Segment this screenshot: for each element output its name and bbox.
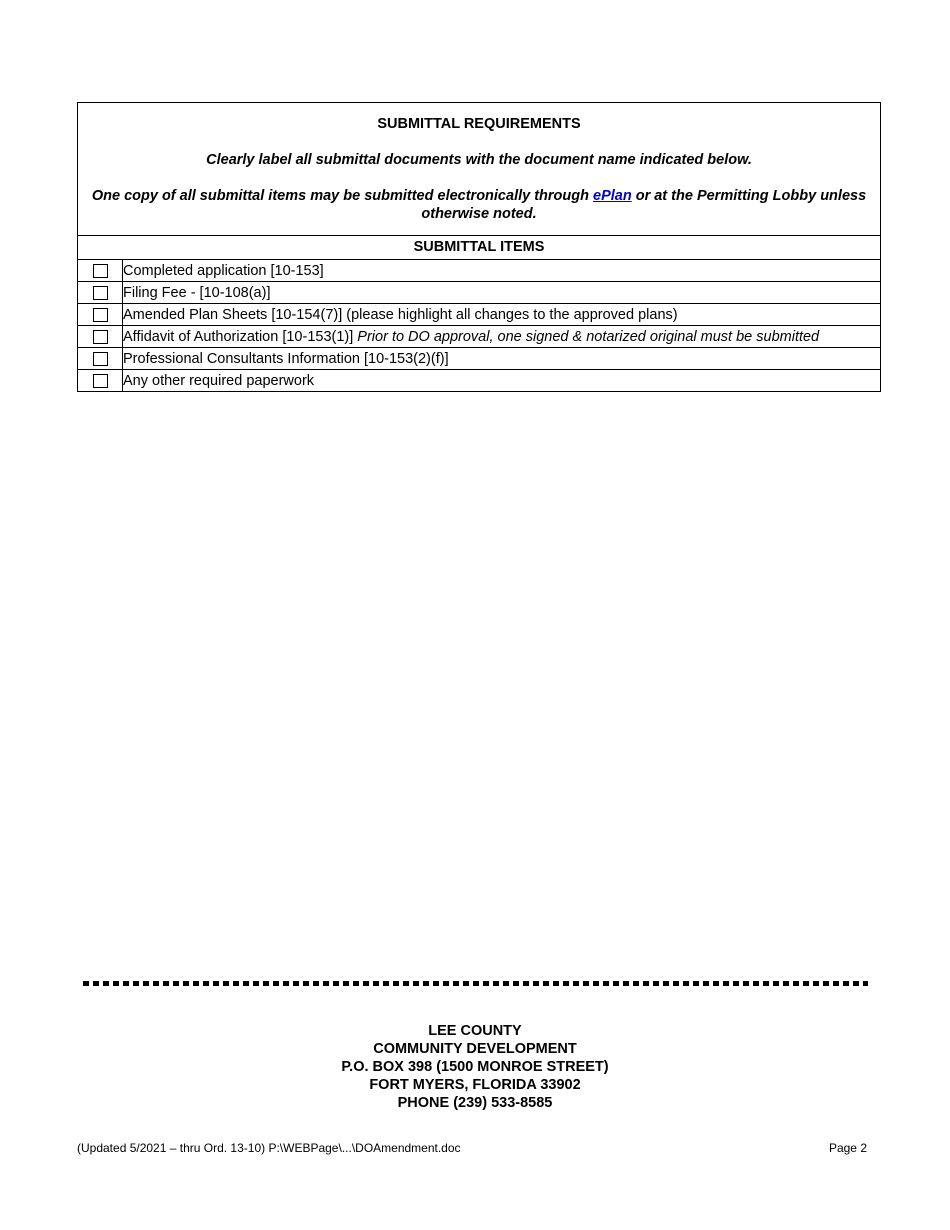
labeling-note: Clearly label all submittal documents with the document name indicated below. (206, 152, 752, 168)
table-row (78, 348, 880, 370)
note-suffix: or at the Permitting Lobby unless otherwise noted. (421, 188, 867, 222)
submittal-requirements-box (77, 102, 881, 392)
item-checkbox[interactable] (93, 330, 108, 344)
item-label: Any other required paperwork (123, 370, 881, 392)
electronic-submission-note (88, 187, 870, 223)
item-checkbox[interactable] (93, 286, 108, 300)
note-prefix: One copy of all submittal items may be submitted electronically through (91, 188, 593, 204)
item-label: Affidavit of Authorization [10-153(1)] Prior to DO approval, one signed & notarized original must be submitted (123, 326, 881, 348)
eplan-link[interactable]: ePlan (593, 188, 632, 204)
item-checkbox[interactable] (93, 352, 108, 366)
page-number: Page 2 (828, 1141, 867, 1155)
item-label: Amended Plan Sheets [10-154(7)] (please highlight all changes to the approved plans) (123, 304, 881, 326)
table-row (78, 304, 880, 326)
address-line-2: COMMUNITY DEVELOPMENT (373, 1041, 577, 1057)
item-note: Prior to DO approval, one signed & notarized original must be submitted (357, 328, 820, 345)
item-label: Filing Fee - [10-108(a)] (123, 282, 881, 304)
mailing-address (0, 1022, 950, 1112)
table-row (78, 326, 880, 348)
item-label: Professional Consultants Information [10-153(2)(f)] (123, 348, 881, 370)
table-row (78, 260, 880, 282)
submittal-items-title: SUBMITTAL ITEMS (78, 236, 880, 260)
item-checkbox[interactable] (93, 374, 108, 388)
item-checkbox[interactable] (93, 264, 108, 278)
table-row (78, 370, 880, 392)
dashed-divider (83, 981, 868, 986)
item-label: Completed application [10-153] (123, 262, 324, 279)
requirements-title: SUBMITTAL REQUIREMENTS (377, 116, 581, 132)
address-line-5: PHONE (239) 533-8585 (397, 1095, 553, 1111)
requirements-header (78, 103, 880, 236)
address-line-1: LEE COUNTY (428, 1023, 522, 1039)
address-line-4: FORT MYERS, FLORIDA 33902 (369, 1077, 581, 1093)
submittal-items-table (78, 260, 880, 391)
item-checkbox[interactable] (93, 308, 108, 322)
table-row (78, 282, 880, 304)
footer-document-info: (Updated 5/2021 – thru Ord. 13-10) P:\WEBPage\...\DOAmendment.doc (77, 1141, 461, 1155)
address-line-3: P.O. BOX 398 (1500 MONROE STREET) (341, 1059, 609, 1075)
